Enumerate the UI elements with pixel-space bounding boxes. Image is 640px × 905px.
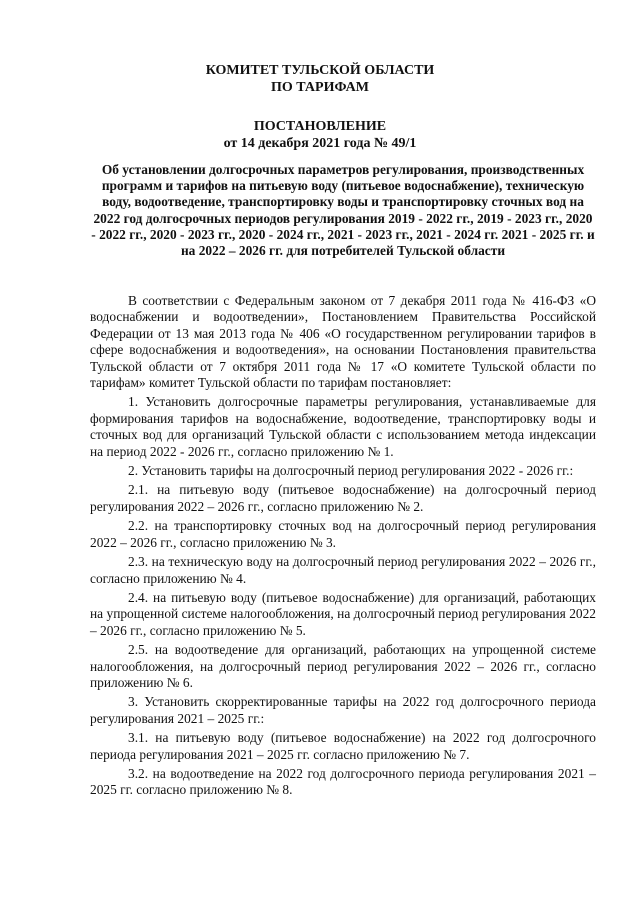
- clause-2-3: 2.3. на техническую воду на долгосрочный период регулирования 2022 – 2026 гг., согласно приложению № 4.: [90, 554, 596, 586]
- clause-2-4: 2.4. на питьевую воду (питьевое водоснабжение) для организаций, работающих на упрощенной системе налогообложения, на долгосрочный период регулирования 2022 – 2026 гг., согласно приложению № 5.: [90, 589, 596, 638]
- clause-2: 2. Установить тарифы на долгосрочный период регулирования 2022 - 2026 гг.:: [128, 463, 574, 479]
- document-type-block: [0, 118, 640, 152]
- document-body: [90, 293, 596, 799]
- clause-3-2: 3.2. на водоотведение на 2022 год долгосрочного периода регулирования 2021 – 2025 гг. согласно приложению № 8.: [90, 765, 596, 798]
- clause-2-1: 2.1. на питьевую воду (питьевое водоснабжение) на долгосрочный период регулирования 2022 – 2026 гг., согласно приложению № 2.: [90, 482, 596, 514]
- issuer-header: [0, 62, 640, 96]
- document-type: ПОСТАНОВЛЕНИЕ: [253, 119, 387, 134]
- document-date-number: от 14 декабря 2021 года № 49/1: [223, 136, 417, 151]
- document-title: Об установлении долгосрочных параметров регулирования, производственных программ и тарифов на питьевую воду (питьевое водоснабжение), техническую воду, водоотведение, транспортировку воды и транспортировку сточных вод на 2022 год долгосрочных периодов регулирования 2019 - 2022 гг., 2019 - 2023 гг., 2020 - 2022 гг., 2020 - 2023 гг., 2020 - 2024 гг., 2021 - 2023 гг., 2021 - 2024 гг. 2021 - 2025 гг. и на 2022 – 2026 гг. для потребителей Тульской области: [91, 162, 595, 259]
- clause-3-1: 3.1. на питьевую воду (питьевое водоснабжение) на 2022 год долгосрочного периода регулирования 2021 – 2025 гг. согласно приложению № 7.: [90, 730, 596, 762]
- clause-2-2: 2.2. на транспортировку сточных вод на долгосрочный период регулирования 2022 – 2026 гг., согласно приложению № 3.: [90, 518, 596, 550]
- clause-3: 3. Установить скорректированные тарифы на 2022 год долгосрочного периода регулирования 2021 – 2025 гг.:: [90, 694, 596, 726]
- preamble-paragraph: В соответствии с Федеральным законом от 7 декабря 2011 года № 416-ФЗ «О водоснабжении и водоотведении», Постановлением Правительства Российской Федерации от 13 мая 2013 года № 406 «О государственном регулировании тарифов в сфере водоснабжения и водоотведения», на основании Постановления правительства Тульской области от 7 октября 2011 года № 17 «О комитете Тульской области по тарифам» комитет Тульской области по тарифам постановляет:: [90, 293, 596, 391]
- clause-1: 1. Установить долгосрочные параметры регулирования, устанавливаемые для формирования тарифов на водоснабжение, водоотведение, транспортировку воды и сточных вод для организаций Тульской области с использованием метода индексации на период 2022 - 2026 гг., согласно приложению № 1.: [90, 394, 596, 459]
- clause-2-5: 2.5. на водоотведение для организаций, работающих на упрощенной системе налогообложения, на долгосрочный период регулирования 2022 – 2026 гг., согласно приложению № 6.: [90, 642, 596, 690]
- issuer-line-1: КОМИТЕТ ТУЛЬСКОЙ ОБЛАСТИ: [205, 63, 435, 78]
- issuer-line-2: ПО ТАРИФАМ: [271, 80, 369, 95]
